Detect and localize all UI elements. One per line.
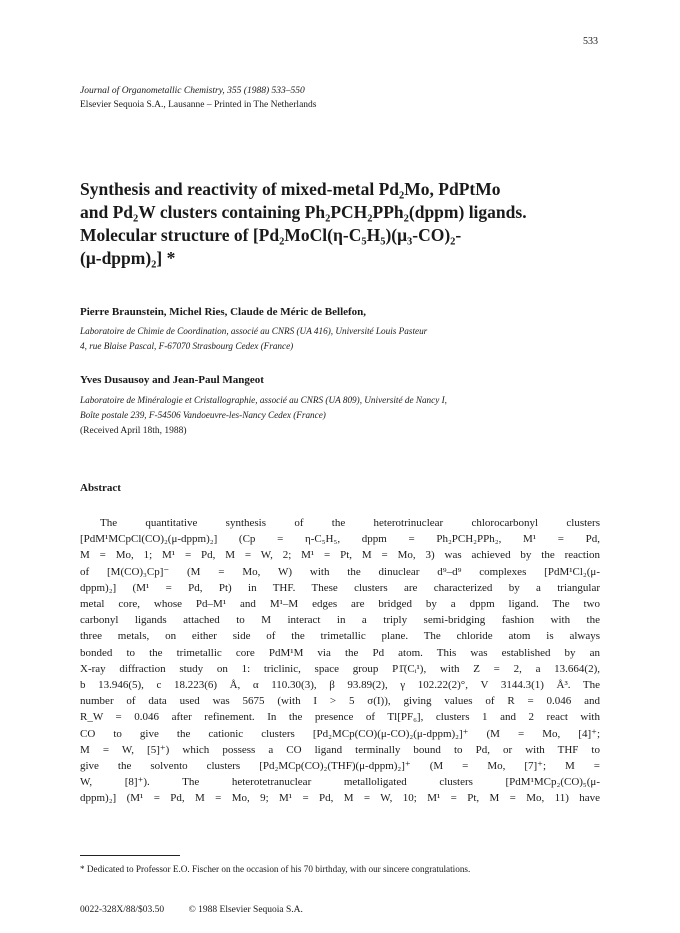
abstract-line: R_W = 0.046 after refinement. In the presence of Tl[PF₆], clusters 1 and 2 react with xyxy=(80,711,600,724)
abstract-line: The quantitative synthesis of the heterotrinuclear chlorocarbonyl clusters xyxy=(100,517,600,529)
abstract-line: bonded to the trimetallic core PdM¹M via the Pd atom. This was established by an xyxy=(80,646,600,659)
page-number: 533 xyxy=(583,36,598,47)
abstract-heading: Abstract xyxy=(80,482,121,494)
abstract-line: metal core, whose Pd–M¹ and M¹–M edges are bridged by a dppm ligand. The two xyxy=(80,598,600,611)
title-line: Synthesis and reactivity of mixed-metal Pd₂Mo, PdPtMo xyxy=(80,179,501,199)
copyright-holder: © 1988 Elsevier Sequoia S.A. xyxy=(188,905,303,915)
issn-price-code: 0022-328X/88/$03.50 xyxy=(80,905,165,915)
abstract-line: of [M(CO)₃Cp]⁻ (M = Mo, W) with the dinuclear d⁹–d⁹ complexes [PdM¹Cl₂(μ- xyxy=(80,565,600,578)
abstract-line: three metals, on either side of the trimetallic plane. The chloride atom is always xyxy=(80,630,600,643)
affiliation-line: Laboratoire de Minéralogie et Cristallographie, associé au CNRS (UA 809), Université de Nancy I, xyxy=(80,395,447,405)
abstract-line: X-ray diffraction study on 1: triclinic, space group P1̄(Cᵢ¹), with Z = 2, a 13.664(2), xyxy=(80,662,600,675)
article-title xyxy=(80,178,620,270)
abstract-body xyxy=(80,515,600,807)
title-line: (μ-dppm)₂] * xyxy=(80,248,176,268)
received-date: (Received April 18th, 1988) xyxy=(80,426,187,436)
journal-citation xyxy=(80,84,316,112)
abstract-line: W, [8]⁺). The heterotetranuclear metalloligated clusters [PdM¹MCp₂(CO)₅(μ- xyxy=(80,776,600,789)
abstract-line: M = W, [5]⁺) which possess a CO ligand terminally bound to Pd, or with THF to xyxy=(80,743,600,756)
affiliation-line: Boîte postale 239, F-54506 Vandoeuvre-les-Nancy Cedex (France) xyxy=(80,410,326,420)
abstract-line: [PdM¹MCpCl(CO)₂(μ-dppm)₂] (Cp = η-C₅H₅, dppm = Ph₂PCH₂PPh₂, M¹ = Pd, xyxy=(80,533,600,546)
affiliation-line: Laboratoire de Chimie de Coordination, associé au CNRS (UA 416), Université Louis Pasteur xyxy=(80,326,428,336)
title-line: Molecular structure of [Pd₂MoCl(η-C₅H₅)(μ₃-CO)₂- xyxy=(80,225,462,245)
publisher-line: Elsevier Sequoia S.A., Lausanne – Printed in The Netherlands xyxy=(80,100,317,110)
abstract-line: carbonyl ligands attached to M interact in a triply semi-bridging fashion with the xyxy=(80,614,600,627)
author-list-1: Pierre Braunstein, Michel Ries, Claude de Méric de Bellefon, xyxy=(80,306,367,318)
copyright-line xyxy=(80,905,325,915)
abstract-line: dppm)₂] (M¹ = Pd, Pt) in THF. These clusters are characterized by a triangular xyxy=(80,581,600,594)
dedication-footnote: * Dedicated to Professor E.O. Fischer on the occasion of his 70 birthday, with our sincere congratulations. xyxy=(80,864,471,874)
abstract-line: give the solvento clusters [Pd₂MCp(CO)₂(THF)(μ-dppm)₂]⁺ (M = Mo, [7]⁺; M = xyxy=(80,760,600,773)
affiliation-2 xyxy=(80,393,447,423)
author-list-2: Yves Dusausoy and Jean-Paul Mangeot xyxy=(80,374,264,386)
journal-name-line: Journal of Organometallic Chemistry, 355 (1988) 533–550 xyxy=(80,86,305,96)
footnote-divider xyxy=(80,855,180,856)
abstract-line: dppm)₂] (M¹ = Pd, M = Mo, 9; M¹ = Pd, M = W, 10; M¹ = Pt, M = Mo, 11) have xyxy=(80,792,600,805)
abstract-line: M = Mo, 1; M¹ = Pd, M = W, 2; M¹ = Pt, M = Mo, 3) was achieved by the reaction xyxy=(80,549,600,562)
abstract-line: number of data used was 5675 (with I > 5 σ(I)), giving values of R = 0.046 and xyxy=(80,695,600,708)
abstract-line: b 13.946(5), c 18.223(6) Å, α 110.30(3), β 93.89(2), γ 102.22(2)°, V 3144.3(1) Å³. The xyxy=(80,679,600,692)
affiliation-line: 4, rue Blaise Pascal, F-67070 Strasbourg Cedex (France) xyxy=(80,341,294,351)
affiliation-1 xyxy=(80,324,427,354)
title-line: and Pd₂W clusters containing Ph₂PCH₂PPh₂(dppm) ligands. xyxy=(80,202,527,222)
abstract-line: CO to give the cationic clusters [Pd₂MCp(CO)(μ-CO)₂(μ-dppm)₂]⁺ (M = Mo, [4]⁺; xyxy=(80,727,600,740)
